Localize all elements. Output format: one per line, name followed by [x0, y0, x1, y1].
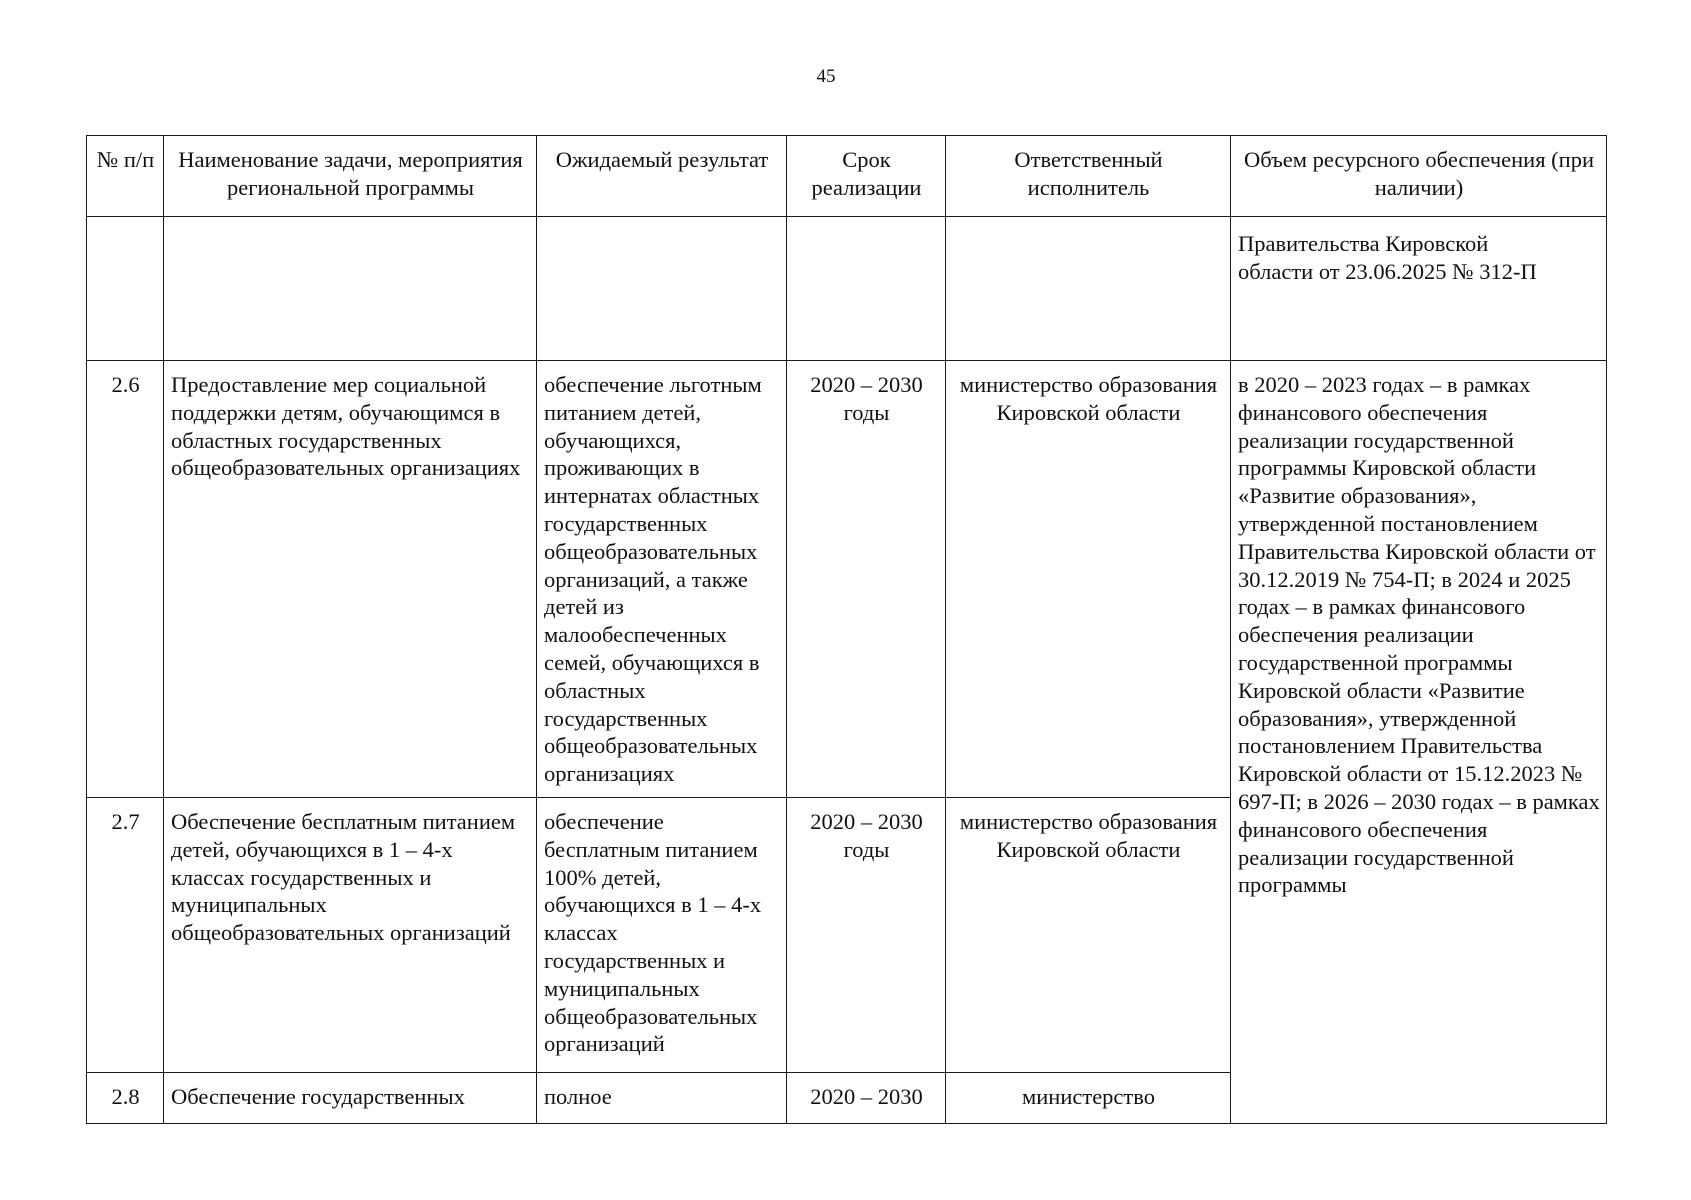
cell-term: 2020 – 2030 — [787, 1073, 946, 1124]
header-term: Срок реализации — [787, 136, 946, 217]
table-row — [87, 217, 1607, 361]
cell-task-name: Обеспечение государственных — [164, 1073, 537, 1124]
cell-number: 2.7 — [87, 798, 164, 1073]
measures-table — [86, 135, 1607, 1124]
table-row — [87, 361, 1607, 798]
cell-number — [87, 217, 164, 361]
cell-term: 2020 – 2030 годы — [787, 798, 946, 1073]
header-resources: Объем ресурсного обеспечения (при наличии) — [1231, 136, 1607, 217]
cell-executor: министерство образования Кировской области — [946, 798, 1231, 1073]
cell-number: 2.6 — [87, 361, 164, 798]
cell-task-name — [164, 217, 537, 361]
cell-term: 2020 – 2030 годы — [787, 361, 946, 798]
cell-executor: министерство — [946, 1073, 1231, 1124]
header-executor: Ответственный исполнитель — [946, 136, 1231, 217]
cell-expected-result: полное — [537, 1073, 787, 1124]
cell-expected-result: обеспечение льготным питанием детей, обучающихся, проживающих в интернатах областных государственных общеобразовательных организаций, а также детей из малообеспеченных семей, обучающихся в областных государственных общеобразовательных организациях — [537, 361, 787, 798]
header-task-name: Наименование задачи, мероприятия региональной программы — [164, 136, 537, 217]
cell-number: 2.8 — [87, 1073, 164, 1124]
cell-executor — [946, 217, 1231, 361]
cell-resources: Правительства Кировской области от 23.06.2025 № 312-П — [1231, 217, 1607, 361]
table-header-row — [87, 136, 1607, 217]
page-number: 45 — [816, 66, 836, 87]
cell-executor: министерство образования Кировской области — [946, 361, 1231, 798]
cell-expected-result: обеспечение бесплатным питанием 100% детей, обучающихся в 1 – 4-х классах государственных и муниципальных общеобразовательных организаций — [537, 798, 787, 1073]
cell-expected-result — [537, 217, 787, 361]
cell-term — [787, 217, 946, 361]
header-number: № п/п — [87, 136, 164, 217]
header-expected-result: Ожидаемый результат — [537, 136, 787, 217]
cell-task-name: Обеспечение бесплатным питанием детей, обучающихся в 1 – 4-х классах государственных и муниципальных общеобразовательных организаций — [164, 798, 537, 1073]
cell-resources: в 2020 – 2023 годах – в рамках финансового обеспечения реализации государственной программы Кировской области «Развитие образования», утвержденной постановлением Правительства Кировской области от 30.12.2019 № 754-П; в 2024 и 2025 годах – в рамках финансового обеспечения реализации государственной программы Кировской области «Развитие образования», утвержденной постановлением Правительства Кировской области от 15.12.2023 № 697-П; в 2026 – 2030 годах – в рамках финансового обеспечения реализации государственной программы — [1231, 361, 1607, 1124]
cell-task-name: Предоставление мер социальной поддержки детям, обучающимся в областных государственных общеобразовательных организациях — [164, 361, 537, 798]
